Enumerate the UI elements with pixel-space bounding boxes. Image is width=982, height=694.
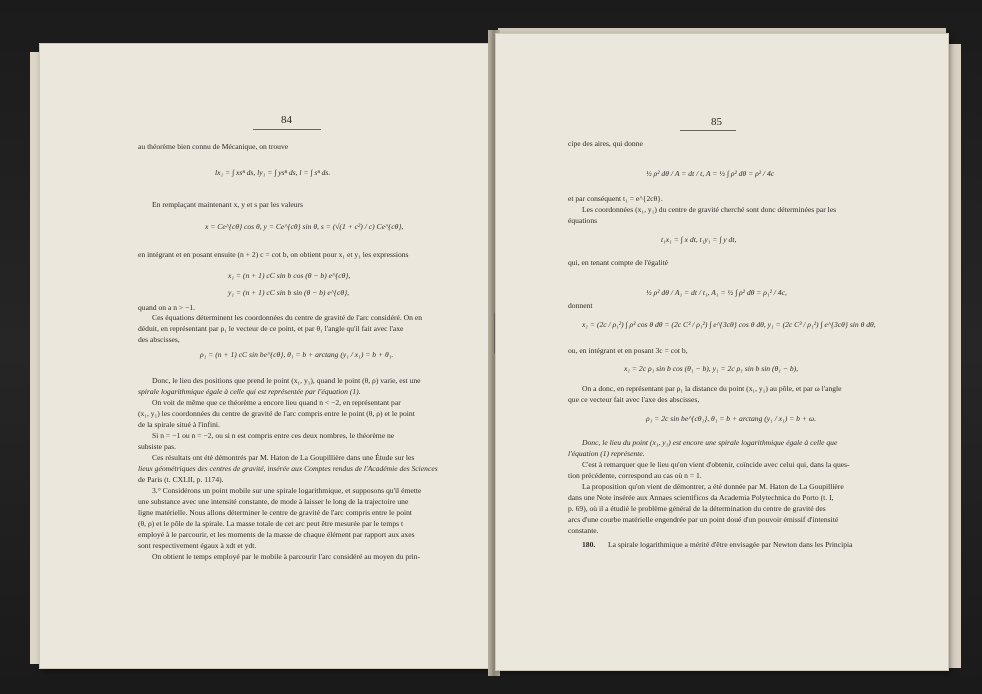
left-line-6: des abscisses, [138, 335, 180, 344]
right-line-16: arcs d'une courbe matérielle engendrée par un point doué d'un pouvoir émissif d'intensité [568, 515, 839, 524]
left-line-7: Donc, le lieu des positions que prend le point (x₁, y₁), quand le point (θ, ρ) varie, est une [152, 376, 421, 385]
right-line-11: C'est à remarquer que le lieu qu'on vient d'obtenir, coïncide avec celui qui, dans la ques- [582, 460, 850, 469]
left-line-5: déduit, en représentant par ρ₁ le vecteur de ce point, et par θ₁ l'angle qu'il fait avec l'axe [138, 324, 404, 333]
left-line-14: Ces résultats ont été démontrés par M. Haton de La Goupillière dans une Étude sur les [152, 453, 415, 462]
right-line-8: que ce vecteur fait avec l'axe des abscisses, [568, 395, 700, 404]
right-line-3: équations [568, 216, 598, 225]
right-line-17: constante. [568, 526, 599, 535]
right-line-12: tion précédente, correspond au cas où n = 1. [568, 471, 702, 480]
left-equation-2: x₁ = (n + 1) cC sin b cos (θ − b) e^{cθ}, [228, 271, 351, 280]
left-equation-4: ρ₁ = (n + 1) cC sin be^{cθ}, θ₁ = b + arctang (y₁ / x₁) = b + θ₁. [200, 350, 394, 359]
left-equation-3: y₁ = (n + 1) cC sin b sin (θ − b) e^{cθ}, [228, 288, 350, 297]
right-equation-2: ½ ρ² dθ / A₁ = dt / t₁, A₁ = ½ ∫ ρ² dθ = ρ₁² / 4c, [646, 288, 787, 297]
left-page-number: 84 [281, 114, 292, 126]
left-line-0: au théorème bien connu de Mécanique, on trouve [138, 142, 289, 151]
right-line-5: donnent [568, 301, 593, 310]
left-line-18: une substance avec une intensité constante, de mode à laisser le long de la trajectoire une [138, 497, 409, 506]
left-line-3: quand on a n > −1. [138, 303, 196, 312]
right-line-4: qui, en tenant compte de l'égalité [568, 258, 669, 267]
right-line-2: Les coordonnées (x₁, y₁) du centre de gravité cherché sont donc déterminées par les [582, 205, 837, 214]
right-line-18: La spirale logarithmique a mérité d'être envisagée par Newton dans les Principia [608, 540, 853, 549]
left-line-8: spirale logarithmique égale à celle qui est représentée par l'équation (1). [138, 387, 361, 396]
right-equation-0: ½ ρ² dθ / A = dt / t, A = ½ ∫ ρ² dθ = ρ² / 4c [646, 169, 775, 178]
left-line-10: (x₁, y₁) les coordonnées du centre de gravité de l'arc compris entre le point (θ, ρ) et le point [138, 409, 415, 418]
right-line-0: cipe des aires, qui donne [568, 139, 643, 148]
right-line-9: Donc, le lieu du point (x₁, y₁) est encore une spirale logarithmique égale à celle que [582, 438, 838, 447]
left-line-17: 3.° Considérons un point mobile sur une spirale logarithmique, et supposons qu'il émette [152, 486, 422, 495]
right-equation-3: x₁ = (2c / ρ₁²) ∫ ρ³ cos θ dθ = (2c C³ / ρ₁²) ∫ e^{3cθ} cos θ dθ, y₁ = (2c C³ / ρ₁²) ∫ e^{3cθ} sin θ dθ, [582, 320, 876, 329]
right-line-7: On a donc, en représentant par ρ₁ la distance du point (x₁, y₁) au pôle, et par ω l'angle [582, 384, 842, 393]
right-equation-5: ρ₁ = 2c sin be^{cθ₁}, θ₁ = b + arctang (y₁ / x₁) = b + ω. [646, 414, 817, 423]
left-line-21: employé à le parcourir, et les moments de la masse de chaque élément par rapport aux axes [138, 530, 415, 539]
left-line-1: En remplaçant maintenant x, y et s par les valeurs [152, 200, 303, 209]
left-line-9: On voit de même que ce théorème a encore lieu quand n < −2, en représentant par [152, 398, 401, 407]
left-line-11: de la spirale situé à l'infini. [138, 420, 220, 429]
right-line-10: l'équation (1) représente. [568, 449, 645, 458]
left-equation-1: x = Ce^{cθ} cos θ, y = Ce^{cθ} sin θ, s = (√(1 + c²) / c) Ce^{cθ}, [205, 222, 404, 231]
left-line-19: ligne matérielle. Nous allons déterminer le centre de gravité de l'arc compris entre le point [138, 508, 413, 517]
right-line-15: p. 69), où il a étudié le problème général de la détermination du centre de gravité des [568, 504, 826, 513]
right-equation-4: x₁ = 2c ρ₁ sin b cos (θ₁ − b), y₁ = 2c ρ₁ sin b sin (θ₁ − b), [624, 364, 799, 373]
right-equation-1: t₁x₁ = ∫ x dt, t₁y₁ = ∫ y dt, [661, 235, 737, 244]
left-line-13: subsiste pas. [138, 442, 176, 451]
left-page [40, 44, 492, 668]
left-line-16: de Paris (t. CXLII, p. 1174). [138, 475, 224, 484]
left-line-2: en intégrant et en posant ensuite (n + 2) c = cot b, on obtient pour x₁ et y₁ les expressions [138, 250, 409, 259]
left-line-12: Si n = −1 ou n = −2, ou si n est compris entre ces deux nombres, le théorème ne [152, 431, 395, 440]
right-page [496, 34, 948, 670]
left-equation-0: lx₁ = ∫ xsⁿ ds, ly₁ = ∫ ysⁿ ds, l = ∫ sⁿ ds. [215, 168, 331, 177]
right-line-13: La proposition qu'on vient de démontrer, a été donnée par M. Haton de La Goupillière [582, 482, 844, 491]
right-section-number: 180. [582, 540, 596, 549]
right-line-14: dans une Note insérée aux Annaes scientificos da Academia Polytechnica do Porto (t. I, [568, 493, 834, 502]
left-line-23: On obtient le temps employé par le mobile à parcourir l'arc considéré au moyen du prin- [152, 552, 421, 561]
left-line-4: Ces équations déterminent les coordonnées du centre de gravité de l'arc considéré. On en [152, 313, 423, 322]
left-line-15: lieux géométriques des centres de gravité, insérée aux Comptes rendus de l'Académie des Sciences [138, 464, 438, 473]
right-page-number: 85 [711, 116, 722, 128]
right-line-1: et par conséquent t₁ = e^{2cθ}. [568, 194, 663, 203]
left-line-22: sont respectivement égaux à xdt et ydt. [138, 541, 257, 550]
left-line-20: (θ, ρ) et le pôle de la spirale. La masse totale de cet arc peut être mesurée par le temps t [138, 519, 404, 528]
right-line-6: ou, en intégrant et en posant 3c = cot b, [568, 346, 688, 355]
right-page-number-rule [680, 130, 736, 131]
left-page-number-rule [253, 129, 321, 130]
